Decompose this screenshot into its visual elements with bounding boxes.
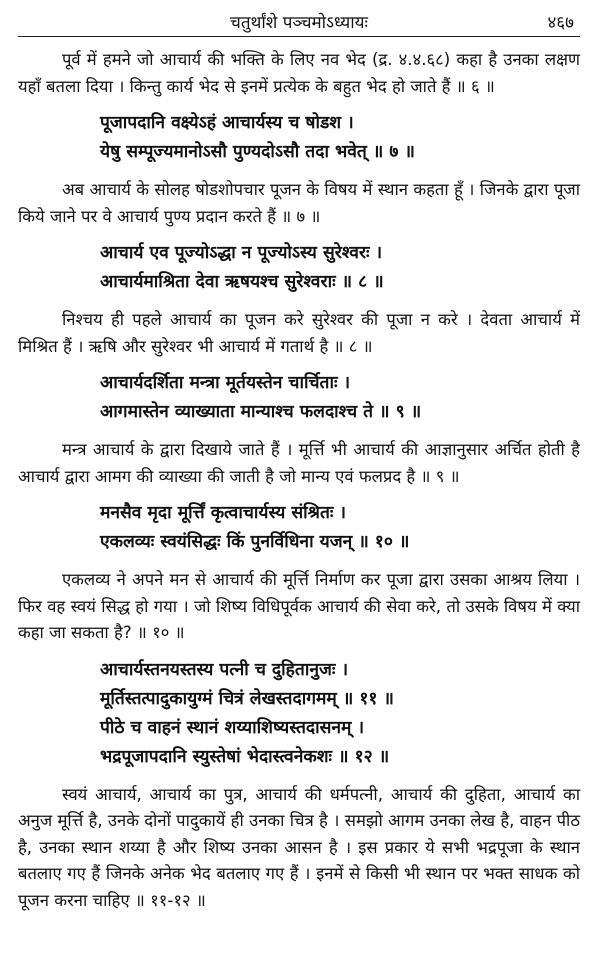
paragraph-text: एकलव्य ने अपने मन से आचार्य की मूर्त्ति निर्माण कर पूजा द्वारा उसका आश्रय लिया । फिर वह स्वयं सिद्ध हो गया । जो शिष्य विधिपूर्वक आचार्य की सेवा करे, तो उसके विषय में क्या कहा जा सकता है? ॥ १० ॥ — [18, 570, 580, 642]
verse-line: आचार्यदर्शिता मन्त्रा मूर्तयस्तेन चार्चिताः । — [100, 373, 351, 393]
sanskrit-verse — [100, 369, 580, 427]
page-body — [18, 47, 580, 914]
verse-line: आचार्य एव पूज्योऽद्धा न पूज्योऽस्य सुरेश्वरः । — [100, 243, 383, 263]
paragraph-text: स्वयं आचार्य, आचार्य का पुत्र, आचार्य की धर्मपत्नी, आचार्य की दुहिता, आचार्य का अनुज मूर्त्ति है, उनके दोनों पादुकायें ही उनका चित्र है । समझो आगम उनका लेख है, वाहन पीठ है, उनका स्थान शय्या है और शिष्य उनका आसन है । इस प्रकार ये सभी भद्रपूजा के स्थान बतलाए गए हैं जिनके अनेक भेद बतलाए गए हैं । इनमें से किसी भी स्थान पर भक्त साधक को पूजन करना चाहिए ॥ ११-१२ ॥ — [18, 784, 580, 910]
sanskrit-verse — [100, 499, 580, 557]
verse-line: येषु सम्पूज्यमानोऽसौ पुण्यदोऽसौ तदा भवेत् ॥ ७ ॥ — [100, 142, 415, 162]
commentary-paragraph — [18, 782, 580, 915]
paragraph-text: निश्चय ही पहले आचार्य का पूजन करे सुरेश्वर की पूजा न करे । देवता आचार्य में मिश्रित हैं । ऋषि और सुरेश्वर भी आचार्य में गतार्थ है ॥ ८ ॥ — [18, 310, 580, 356]
verse-line: पूजापदानि वक्ष्येऽहं आचार्यस्य च षोडश । — [100, 113, 354, 133]
commentary-paragraph — [18, 307, 580, 360]
verse-line: आचार्यमाश्रिता देवा ऋषयश्च सुरेश्वराः ॥ ८ ॥ — [100, 272, 384, 292]
verse-line: पीठे च वाहनं स्थानं शय्याशिष्यस्तदासनम् । — [100, 717, 365, 738]
header-rule — [18, 36, 580, 37]
chapter-title: चतुर्थांशे पञ्चमोऽध्यायः — [230, 13, 368, 33]
verse-line: मनसैव मृदा मूर्त्तिं कृत्वाचार्यस्य संश्रितः । — [100, 503, 347, 523]
verse-line: आचार्यस्तनयस्तस्य पत्नी च दुहितानुजः । — [100, 659, 349, 680]
verse-line: भद्रपूजापदानि स्युस्तेषां भेदास्त्वनेकशः ॥ १२ ॥ — [100, 746, 390, 767]
paragraph-text: मन्त्र आचार्य के द्वारा दिखाये जाते हैं । मूर्त्ति भी आचार्य की आज्ञानुसार अर्चित होती है आचार्य द्वारा आमग की व्याख्या की जाती है जो मान्य एवं फलप्रद है ॥ ९ ॥ — [18, 440, 580, 486]
verse-line: आगमास्तेन व्याख्याता मान्याश्च फलदाश्च ते ॥ ९ ॥ — [100, 402, 422, 422]
running-header — [18, 8, 580, 34]
verse-line: एकलव्यः स्वयंसिद्धः किं पुनर्विधिना यजन् ॥ १० ॥ — [100, 532, 410, 552]
commentary-paragraph — [18, 177, 580, 230]
commentary-paragraph — [18, 437, 580, 490]
commentary-paragraph — [18, 47, 580, 100]
page-number: ४६७ — [547, 13, 574, 33]
sanskrit-verse — [100, 239, 580, 297]
verse-line: मूर्तिस्तत्पादुकायुग्मं चित्रं लेखस्तदागमम् ॥ ११ ॥ — [100, 688, 394, 709]
paragraph-text: पूर्व में हमने जो आचार्य की भक्ति के लिए नव भेद (द्र. ४.४.६८) कहा है उनका लक्षण यहाँ बतला दिया । किन्तु कार्य भेद से इनमें प्रत्येक के बहुत भेद हो जाते हैं ॥ ६ ॥ — [18, 50, 580, 96]
commentary-paragraph — [18, 567, 580, 647]
sanskrit-verse — [100, 109, 580, 167]
sanskrit-verse — [100, 656, 580, 772]
paragraph-text: अब आचार्य के सोलह षोडशोपचार पूजन के विषय में स्थान कहता हूँ । जिनके द्वारा पूजा किये जाने पर वे आचार्य पुण्य प्रदान करते हैं ॥ ७ ॥ — [18, 180, 580, 226]
